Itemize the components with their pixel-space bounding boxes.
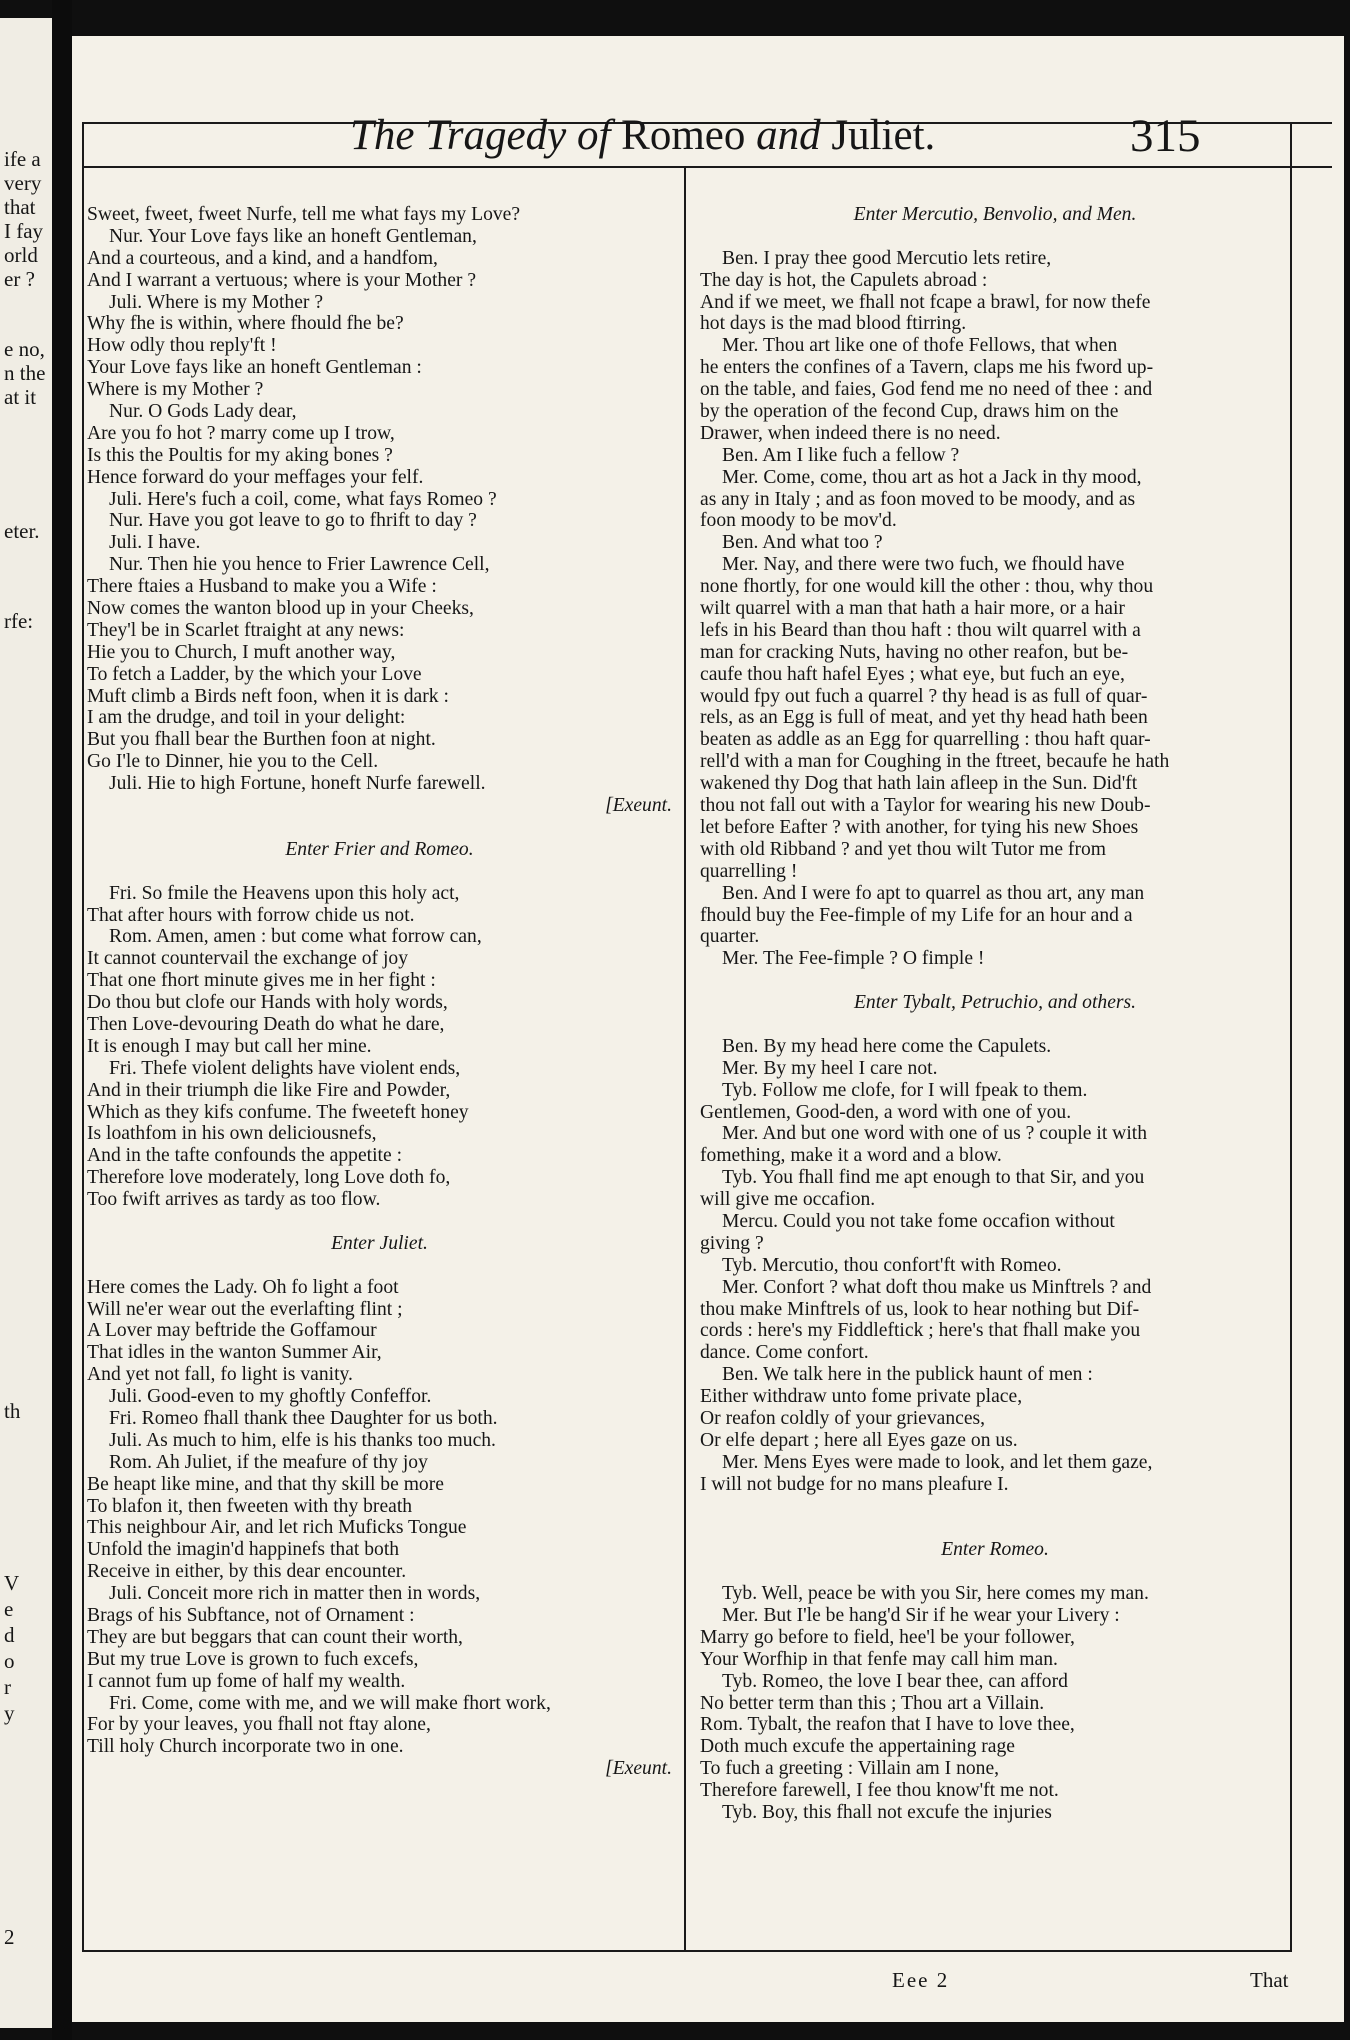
text-line: Mer. Mens Eyes were made to look, and let them gaze, [722,1451,1153,1473]
text-line: with old Ribband ? and yet thou wilt Tutor me from [700,838,1107,860]
text-line: Juli. As much to him, elfe is his thanks too much. [109,1429,496,1451]
fragment: th [4,1399,21,1423]
spacer [87,817,672,839]
text-line: And in their triumph die like Fire and Powder, [87,1079,451,1101]
text-line: dance. Come confort. [700,1342,869,1364]
text-line: man for cracking Nuts, having no other reafon, but be- [700,641,1129,663]
text-line: quarrelling ! [700,860,798,882]
stage-direction: Enter Mercutio, Benvolio, and Men. [853,204,1137,225]
text-line: And a courteous, and a kind, and a handfom, [87,247,438,269]
fragment: d [4,1623,15,1647]
text-line: Ben. And I were fo apt to quarrel as thou art, any man [722,882,1145,904]
text-line: Here comes the Lady. Oh fo light a foot [87,1276,399,1298]
text-line: Or elfe depart ; here all Eyes gaze on us. [700,1429,1018,1451]
bottom-rule [82,1950,1292,1952]
text-line: Tyb. Well, peace be with you Sir, here comes my man. [722,1583,1149,1605]
text-line: Ben. I pray thee good Mercutio lets retire, [722,247,1052,269]
text-line: Or reafon coldly of your grievances, [700,1407,986,1429]
text-line: Juli. Hie to high Fortune, honeft Nurfe farewell. [109,773,486,795]
text-line: How odly thou reply'ft ! [87,335,277,357]
text-line: Mercu. Could you not take fome occafion without [722,1210,1115,1232]
text-line: And in the tafte confounds the appetite : [87,1145,403,1167]
spacer [700,1014,1290,1036]
text-line: Mer. Confort ? what doft thou make us Minftrels ? and [722,1276,1152,1298]
text-line: That after hours with forrow chide us not. [87,904,415,926]
text-line: Tyb. Mercutio, thou confort'ft with Romeo. [722,1254,1062,1276]
text-line: Why fhe is within, where fhould fhe be? [87,313,404,335]
text-line: That one fhort minute gives me in her fight : [87,970,436,992]
fragment: I fay [4,219,44,243]
text-line: would fpy out fuch a quarrel ? thy head is as full of quar- [700,685,1148,707]
fragment: ife a [4,147,41,171]
text-line: lefs in his Beard than thou haft : thou wilt quarrel with a [700,619,1141,641]
stage-direction: Enter Frier and Romeo. [285,838,474,860]
text-line: on the table, and faies, God fend me no need of thee : and [700,379,1153,401]
text-line: They'l be in Scarlet ftraight at any news: [87,619,405,641]
text-line: And yet not fall, fo light is vanity. [87,1364,353,1386]
text-line: I am the drudge, and toil in your delight: [87,707,406,729]
fragment: eter. [4,519,40,543]
text-line: Therefore love moderately, long Love doth fo, [87,1167,451,1189]
fragment: e no, [4,337,45,361]
text-line: hot days is the mad blood ftirring. [700,313,967,335]
text-line: It is enough I may but call her mine. [87,1035,372,1057]
text-line: fomething, make it a word and a blow. [700,1145,1002,1167]
page-title [350,108,935,164]
fragment: er ? [4,267,35,291]
text-line: No better term than this ; Thou art a Villain. [700,1692,1045,1714]
catchword: That [1250,1968,1289,1992]
fragment: o [4,1649,15,1673]
text-line: Marry go before to field, hee'l be your follower, [700,1626,1075,1648]
text-line: Drawer, when indeed there is no need. [700,422,1001,444]
stage-direction: Enter Juliet. [331,1232,428,1254]
facing-page-edge [0,18,52,2028]
text-line: To blafon it, then fweeten with thy breath [87,1495,413,1517]
text-line: Is loathfom in his own deliciousnefs, [87,1123,377,1145]
text-line: Nur. Then hie you hence to Frier Lawrence Cell, [109,554,490,576]
text-line: To fuch a greeting : Villain am I none, [700,1758,1000,1780]
text-line: he enters the confines of a Tavern, claps me his fword up- [700,357,1154,379]
text-line: Will ne'er wear out the everlafting flint ; [87,1298,403,1320]
text-line: Muft climb a Birds neft foon, when it is dark : [87,685,449,707]
right-frame-rule [1290,122,1292,1952]
text-line: And if we meet, we fhall not fcape a brawl, for now thefe [700,291,1151,313]
text-line: Your Worfhip in that fenfe may call him man. [700,1648,1058,1670]
text-line: Mer. But I'le be hang'd Sir if he wear your Livery : [722,1605,1120,1627]
text-line: It cannot countervail the exchange of joy [87,948,408,970]
text-line: Do thou but clofe our Hands with holy words, [87,992,448,1014]
text-line: Where is my Mother ? [87,379,264,401]
spacer [700,1496,1290,1540]
signature-mark: Eee 2 [892,1968,950,1992]
text-line: Tyb. Follow me clofe, for I will fpeak to them. [722,1079,1088,1101]
left-column [87,204,672,1780]
book-gutter [52,0,72,2040]
text-line: Fri. Thefe violent delights have violent ends, [109,1057,461,1079]
text-line: Mer. Nay, and there were two fuch, we fhould have [722,554,1125,576]
text-line: That idles in the wanton Summer Air, [87,1342,382,1364]
text-line: Hence forward do your meffages your felf. [87,466,424,488]
spacer [87,861,672,883]
text-line: Tyb. Romeo, the love I bear thee, can afford [722,1670,1068,1692]
text-line: To fetch a Ladder, by the which your Love [87,663,422,685]
text-line: by the operation of the fecond Cup, draws him on the [700,401,1119,423]
text-line: Juli. Conceit more rich in matter then in words, [109,1583,481,1605]
text-line: Ben. Am I like fuch a fellow ? [722,444,960,466]
text-line: Gentlemen, Good-den, a word with one of you. [700,1101,1072,1123]
text-line: But my true Love is grown to fuch excefs, [87,1648,419,1670]
text-line: Hie you to Church, I muft another way, [87,641,396,663]
text-line: Is this the Poultis for my aking bones ? [87,444,393,466]
text-line: Either withdraw unto fome private place, [700,1386,1023,1408]
text-line: thou make Minftrels of us, look to hear nothing but Dif- [700,1298,1140,1320]
right-column [700,204,1290,1824]
text-line: Juli. Good-even to my ghoftly Confeffor. [109,1386,432,1408]
text-line: Rom. Amen, amen : but come what forrow can, [109,926,482,948]
text-line: quarter. [700,926,760,948]
text-line: thou not fall out with a Taylor for wearing his new Doub- [700,795,1151,817]
text-line: Are you fo hot ? marry come up I trow, [87,422,395,444]
text-line: beaten as addle as an Egg for quarrelling : thou haft quar- [700,729,1151,751]
fragment: r [4,1675,11,1699]
fragment: n the [4,361,46,385]
text-line: Nur. Have you got leave to go to fhrift to day ? [109,510,477,532]
text-line: Which as they kifs confume. The fweeteft honey [87,1101,469,1123]
text-line: as any in Italy ; and as foon moved to be moody, and as [700,488,1136,510]
text-line: Now comes the wanton blood up in your Cheeks, [87,598,474,620]
text-line: Fri. So fmile the Heavens upon this holy act, [109,882,460,904]
text-line: Receive in either, by this dear encounter. [87,1561,407,1583]
text-line: Therefore farewell, I fee thou know'ft me not. [700,1780,1059,1802]
text-line: cords : here's my Fiddleftick ; here's that fhall make you [700,1320,1141,1342]
text-line: Unfold the imagin'd happinefs that both [87,1539,400,1561]
text-line: Rom. Tybalt, the reafon that I have to love thee, [700,1714,1075,1736]
text-line: Juli. Here's fuch a coil, come, what fays Romeo ? [109,488,497,510]
text-line: Mer. And but one word with one of us ? couple it with [722,1123,1148,1145]
text-line: Ben. And what too ? [722,532,883,554]
text-line: Mer. The Fee-fimple ? O fimple ! [722,948,985,970]
text-line: Fri. Romeo fhall thank thee Daughter for us both. [109,1407,498,1429]
text-line: A Lover may beftride the Goffamour [87,1320,377,1342]
text-line: I will not budge for no mans pleafure I. [700,1473,1009,1495]
text-line: wakened thy Dog that hath lain afleep in the Sun. Did'ft [700,773,1138,795]
page-number: 315 [1130,110,1201,162]
text-line: Mer. Thou art like one of thofe Fellows, that when [722,335,1118,357]
text-line: Rom. Ah Juliet, if the meafure of thy joy [109,1451,428,1473]
stage-direction: Enter Tybalt, Petruchio, and others. [853,992,1137,1014]
text-line: For by your leaves, you fhall not ftay alone, [87,1714,431,1736]
exit-direction: [Exeunt. [605,1758,672,1780]
fragment: at it [4,385,37,409]
title-name-2: Juliet. [831,112,936,159]
text-line: Fri. Come, come with me, and we will make fhort work, [109,1692,551,1714]
fragment: 2 [4,1925,15,1949]
text-line: caufe thou haft hafel Eyes ; what eye, but fuch an eye, [700,663,1125,685]
text-line: Sweet, fweet, fweet Nurfe, tell me what fays my Love? [87,204,521,225]
text-line: Your Love fays like an honeft Gentleman : [87,357,422,379]
text-line: fhould buy the Fee-fimple of my Life for an hour and a [700,904,1133,926]
text-line: Doth much excufe the appertaining rage [700,1736,1016,1758]
spacer [700,970,1290,992]
text-line: Ben. By my head here come the Capulets. [722,1035,1052,1057]
text-line: Mer. Come, come, thou art as hot a Jack in thy mood, [722,466,1142,488]
fragment: V [4,1571,20,1595]
text-line: rell'd with a man for Coughing in the ftreet, becaufe he hath [700,751,1170,773]
page [72,36,1344,2022]
text-line: Juli. Where is my Mother ? [109,291,324,313]
text-line: will give me occafion. [700,1189,876,1211]
exit-direction: [Exeunt. [605,795,672,817]
text-line: Brags of his Subftance, not of Ornament : [87,1605,415,1626]
text-line: wilt quarrel with a man that hath a hair more, or a hair [700,598,1125,620]
text-line: They are but beggars that can count their worth, [87,1626,463,1648]
text-line: let before Eafter ? with another, for tying his new Shoes [700,816,1139,838]
text-line: This neighbour Air, and let rich Muficks Tongue [87,1517,467,1539]
left-frame-rule [82,122,84,1952]
fragment: e [4,1597,14,1621]
spacer [700,226,1290,248]
stage-direction: Enter Romeo. [941,1539,1049,1561]
text-line: There ftaies a Husband to make you a Wife : [87,576,437,598]
text-line: Tyb. Boy, this fhall not excufe the injuries [722,1802,1052,1824]
text-line: Till holy Church incorporate two in one. [87,1736,404,1758]
title-name: Romeo [621,112,746,159]
spacer [87,1255,672,1277]
text-line: Then Love-devouring Death do what he dare, [87,1013,445,1035]
text-line: Too fwift arrives as tardy as too flow. [87,1189,381,1211]
running-header [72,108,1344,168]
text-line: Go I'le to Dinner, hie you to the Cell. [87,751,379,773]
text-line: Juli. I have. [109,532,201,554]
text-line: And I warrant a vertuous; where is your Mother ? [87,269,477,291]
text-line: foon moody to be mov'd. [700,510,897,532]
text-line: Tyb. You fhall find me apt enough to that Sir, and you [722,1167,1145,1189]
column-divider [684,168,686,1950]
text-line: Ben. We talk here in the publick haunt of men : [722,1364,1093,1386]
spacer [700,1561,1290,1583]
text-line: But you fhall bear the Burthen foon at night. [87,729,436,751]
text-line: Nur. O Gods Lady dear, [109,401,297,423]
title-prefix: The Tragedy of [350,112,611,159]
page-footer [72,1968,1344,1998]
spacer [87,1211,672,1233]
fragment: rfe: [4,609,34,633]
title-and: and [756,112,821,159]
text-line: The day is hot, the Capulets abroad : [700,269,988,291]
text-line: Nur. Your Love fays like an honeft Gentleman, [109,225,477,247]
text-line: Be heapt like mine, and that thy skill be more [87,1473,444,1495]
fragment: very [4,171,42,195]
text-line: rels, as an Egg is full of meat, and yet thy head hath been [700,707,1148,729]
fragment: y [4,1701,15,1725]
text-line: I cannot fum up fome of half my wealth. [87,1670,406,1692]
text-line: none fhortly, for one would kill the other : thou, why thou [700,576,1154,598]
fragment: that [4,195,36,219]
text-line: giving ? [700,1232,764,1254]
text-line: Mer. By my heel I care not. [722,1057,938,1079]
fragment: orld [4,243,38,267]
